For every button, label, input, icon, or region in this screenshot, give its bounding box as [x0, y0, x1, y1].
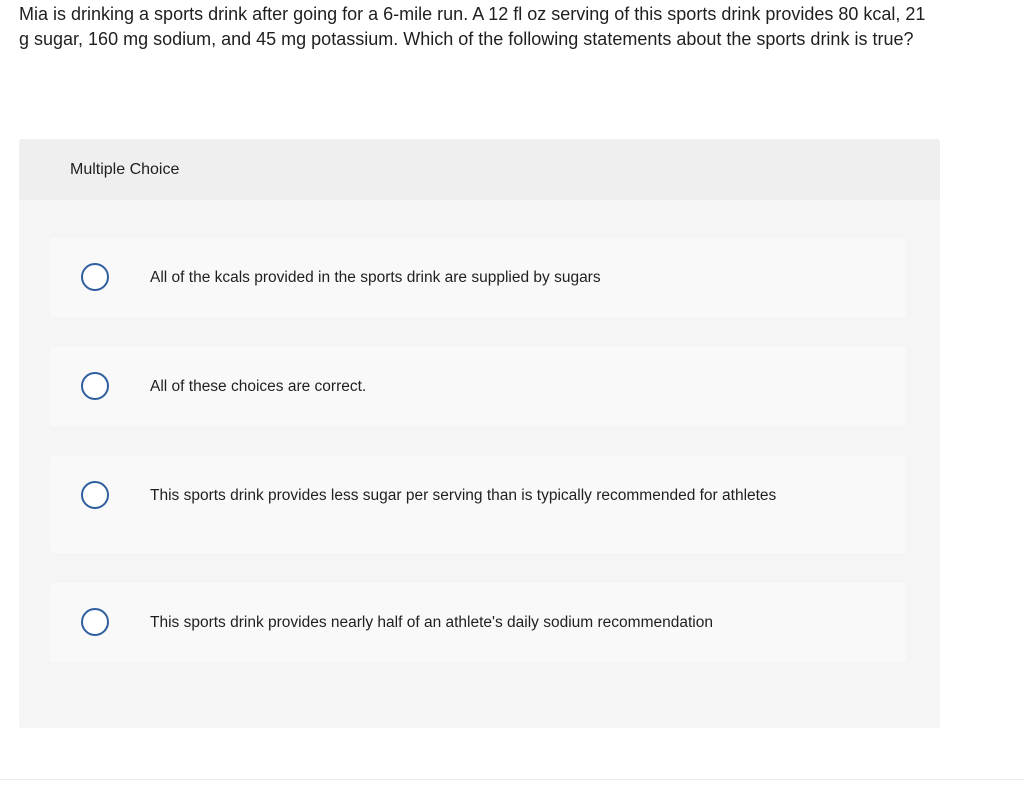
answer-option-3[interactable] [50, 456, 906, 553]
answer-option-label: This sports drink provides less sugar per serving than is typically recommended for athletes [150, 487, 777, 504]
multiple-choice-label: Multiple Choice [70, 161, 180, 178]
answer-option-label: All of the kcals provided in the sports drink are supplied by sugars [150, 269, 601, 286]
question-text: Mia is drinking a sports drink after going for a 6-mile run. A 12 fl oz serving of this sports drink provides 80 kcal, 21 g sugar, 160 mg sodium, and 45 mg potassium. Which of the following statements about the sports drink is true? [19, 4, 926, 49]
radio-button[interactable] [81, 263, 109, 291]
answer-option-1[interactable] [50, 238, 906, 317]
answer-option-2[interactable] [50, 347, 906, 426]
divider [0, 779, 1024, 780]
answer-option-label: This sports drink provides nearly half of an athlete's daily sodium recommendation [150, 614, 713, 631]
answer-option-label: All of these choices are correct. [150, 378, 367, 395]
multiple-choice-header [19, 139, 940, 200]
radio-button[interactable] [81, 481, 109, 509]
answer-option-4[interactable] [50, 583, 906, 662]
radio-button[interactable] [81, 608, 109, 636]
multiple-choice-panel [19, 139, 940, 728]
radio-button[interactable] [81, 372, 109, 400]
